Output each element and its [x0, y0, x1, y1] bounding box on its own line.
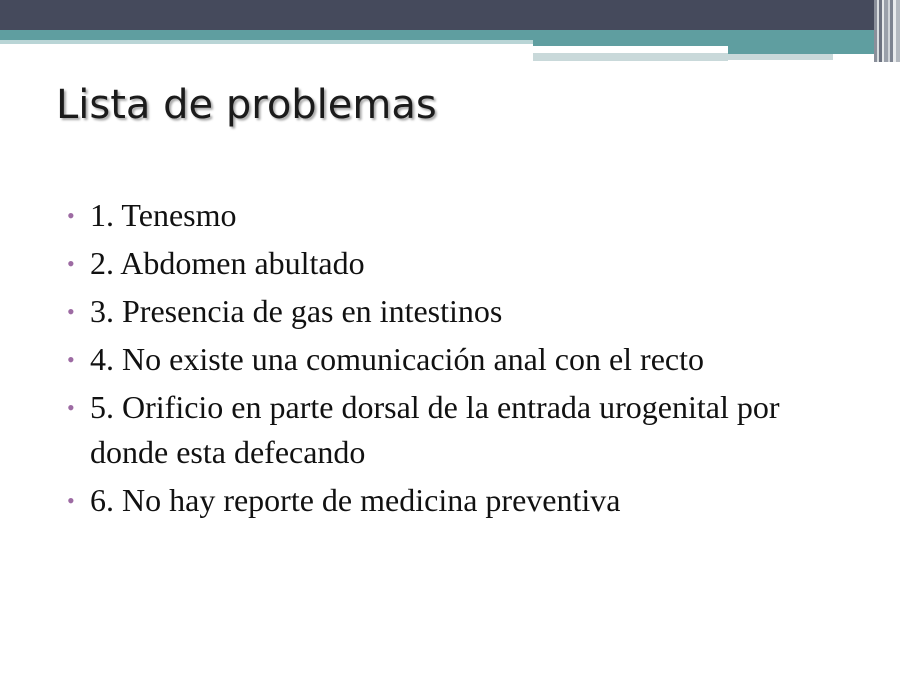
list-item	[62, 385, 842, 475]
list-item-text: 5. Orificio en parte dorsal de la entrada urogenital por donde esta defecando	[90, 389, 780, 470]
slide-title: Lista de problemas	[56, 82, 437, 128]
list-item-text: 3. Presencia de gas en intestinos	[90, 293, 503, 329]
header-step-light-band	[533, 53, 728, 61]
header-teal-band	[0, 30, 900, 40]
problem-list	[62, 193, 842, 526]
bullet-icon: •	[67, 347, 75, 372]
header-light-band	[0, 40, 533, 44]
list-item	[62, 337, 842, 382]
bullet-icon: •	[67, 251, 75, 276]
list-item-text: 2. Abdomen abultado	[90, 245, 365, 281]
header-step-band-lower	[728, 46, 893, 54]
header-step-light-band-lower	[728, 54, 833, 60]
bullet-icon: •	[67, 488, 75, 513]
bullet-icon: •	[67, 395, 75, 420]
header-vertical-stripes	[874, 0, 900, 62]
bullet-icon: •	[67, 299, 75, 324]
list-item-text: 1. Tenesmo	[90, 197, 237, 233]
list-item	[62, 289, 842, 334]
list-item-text: 6. No hay reporte de medicina preventiva	[90, 482, 621, 518]
list-item	[62, 478, 842, 523]
list-item-text: 4. No existe una comunicación anal con el recto	[90, 341, 704, 377]
header-dark-band	[0, 0, 900, 30]
list-item	[62, 241, 842, 286]
list-item	[62, 193, 842, 238]
bullet-icon: •	[67, 203, 75, 228]
